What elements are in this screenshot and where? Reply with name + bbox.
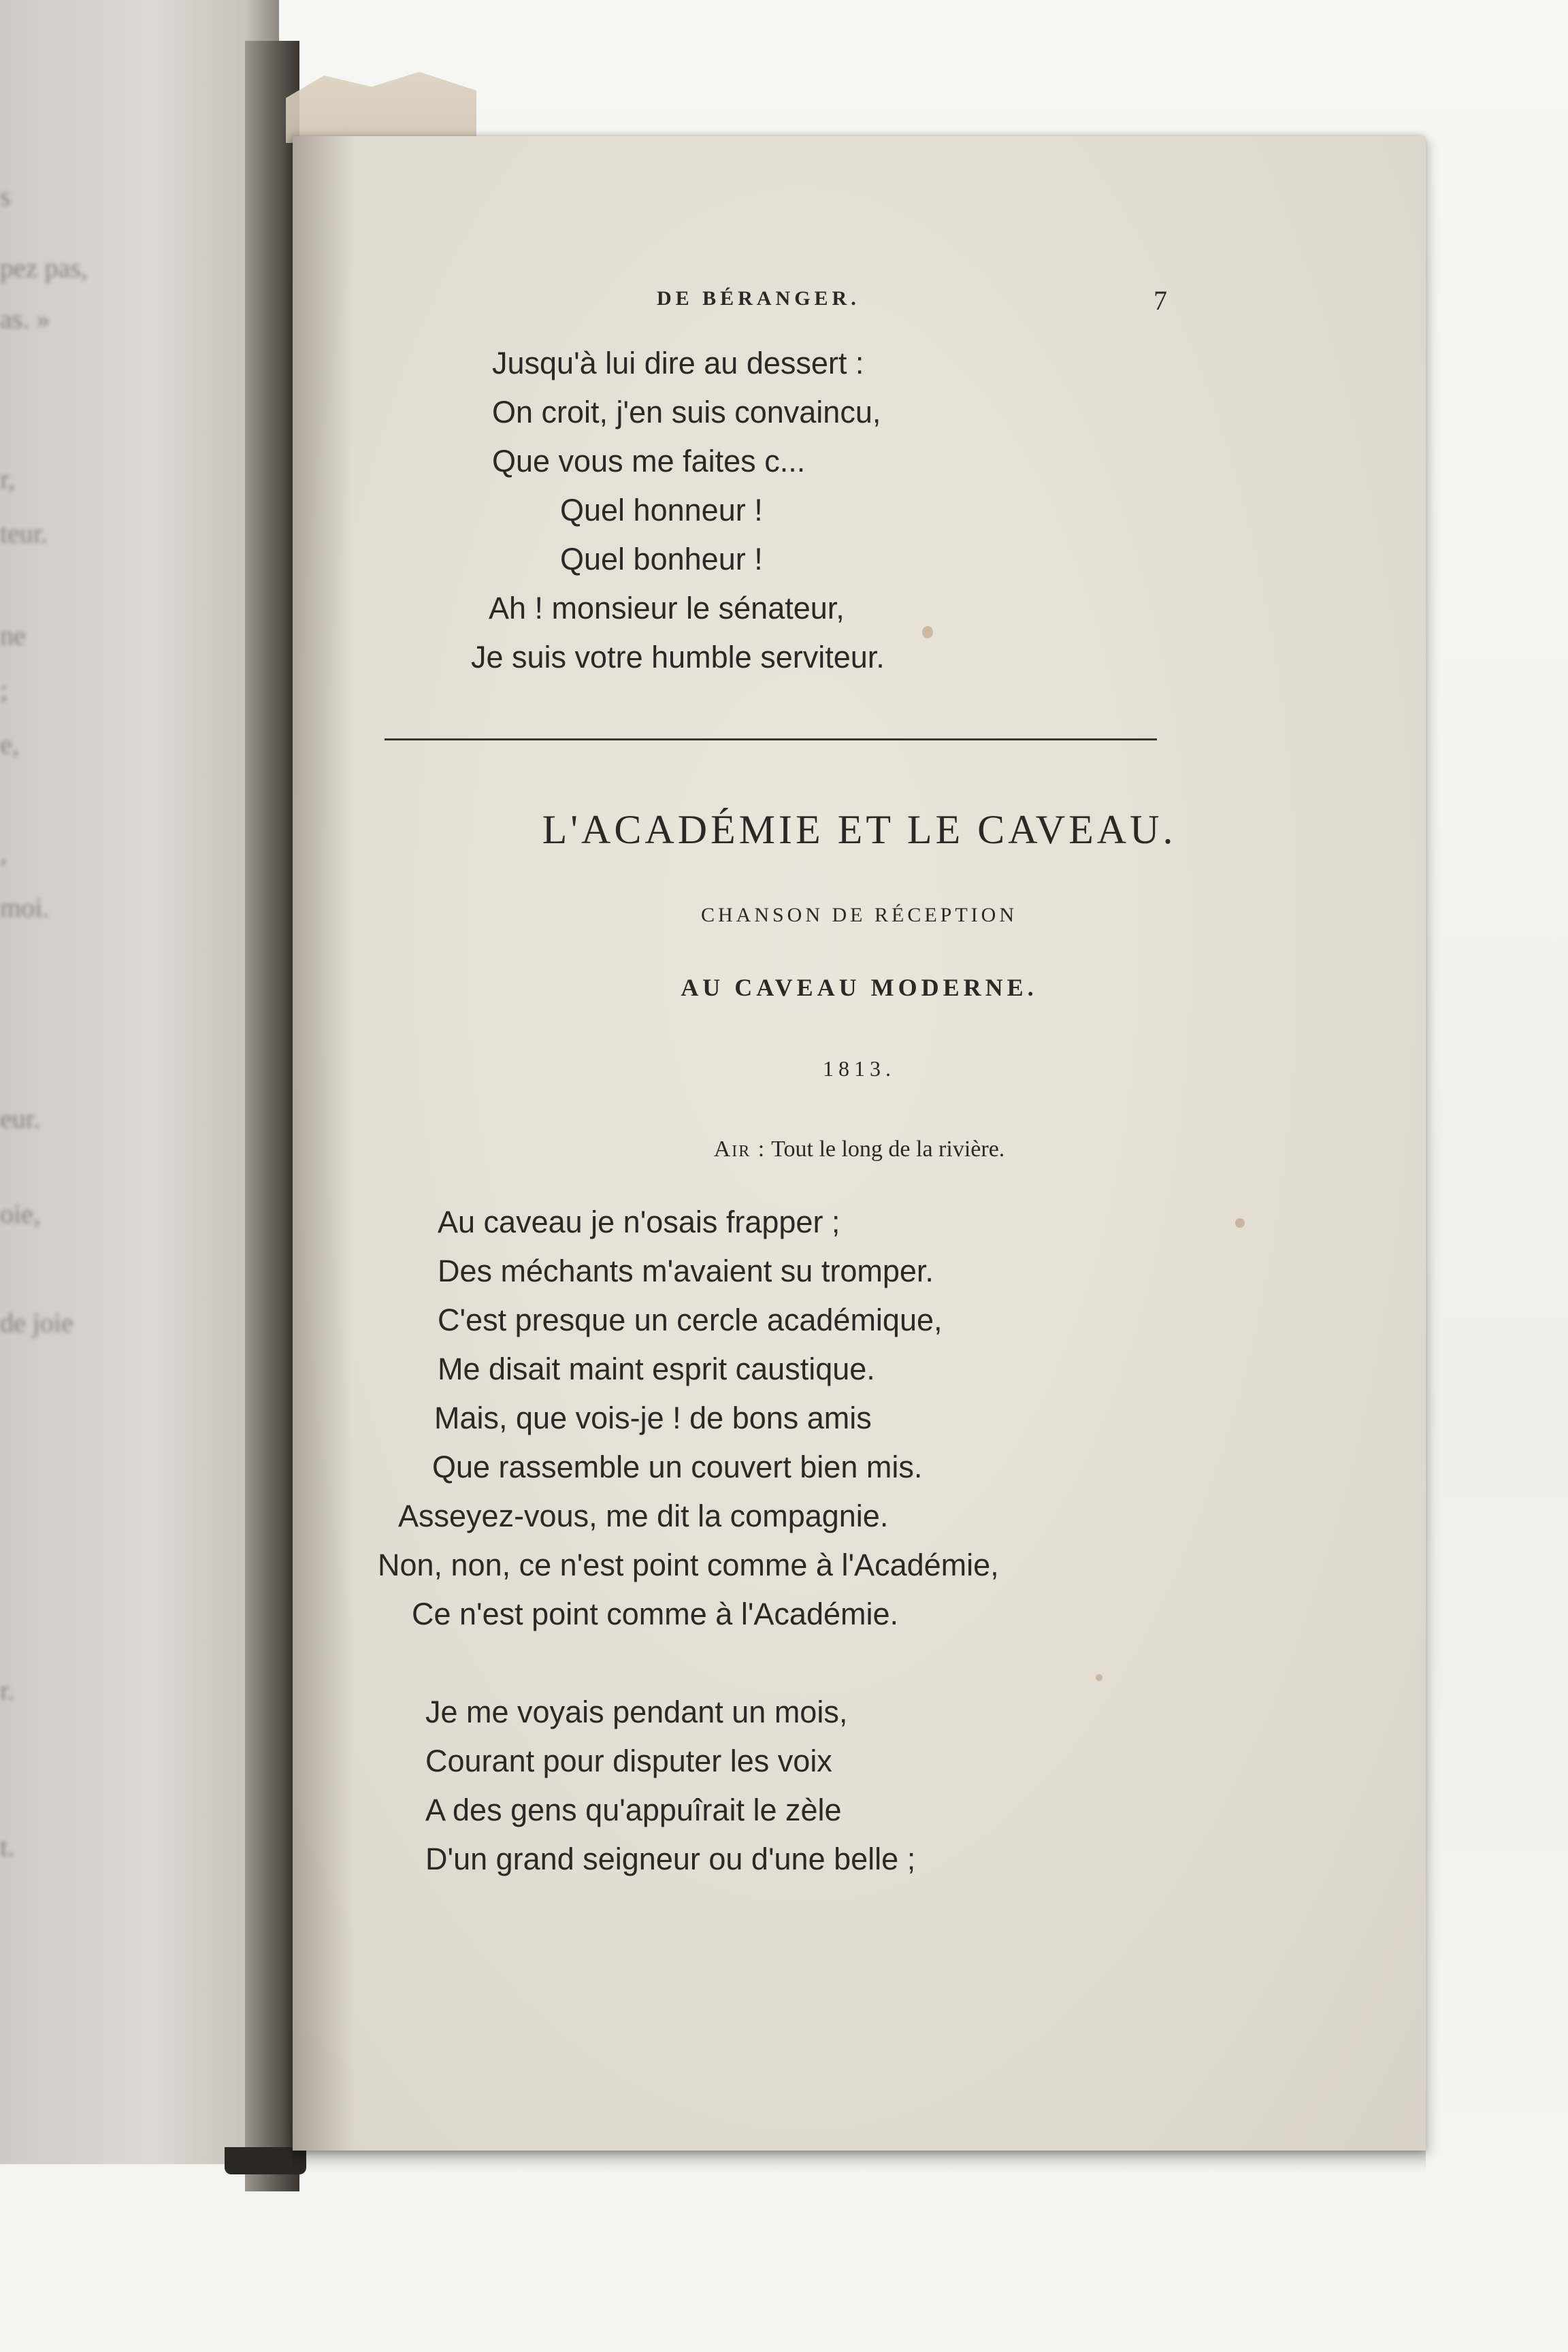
left-page-fragment: ne <box>0 620 26 651</box>
left-page-fragment: pez pas, <box>0 252 88 283</box>
verse-line: Je me voyais pendant un mois, <box>425 1695 848 1729</box>
page-bottom-shadow <box>293 2151 1426 2171</box>
verse-line: Des méchants m'avaient su tromper. <box>438 1254 934 1288</box>
verse-line: Courant pour disputer les voix <box>425 1744 832 1778</box>
book-page <box>293 136 1426 2151</box>
running-head: DE BÉRANGER. <box>657 287 860 310</box>
verse-line: On croit, j'en suis convaincu, <box>492 395 881 429</box>
air-label: Air : <box>713 1137 766 1162</box>
foxing-spot <box>1096 1674 1102 1681</box>
air-tune: Tout le long de la rivière. <box>771 1137 1005 1162</box>
book-binding-gutter <box>245 41 299 2191</box>
left-page-fragment: moi. <box>0 892 50 923</box>
foxing-spot <box>1235 1218 1245 1228</box>
left-facing-page <box>0 0 279 2164</box>
verse-line: Que rassemble un couvert bien mis. <box>432 1450 923 1484</box>
verse-line: Au caveau je n'osais frapper ; <box>438 1205 840 1239</box>
left-page-fragment: s <box>0 181 11 212</box>
verse-line: A des gens qu'appuîrait le zèle <box>425 1793 842 1827</box>
page-number: 7 <box>1154 285 1167 316</box>
verse-line: Jusqu'à lui dire au dessert : <box>492 346 864 380</box>
verse-line: Ce n'est point comme à l'Académie. <box>412 1597 899 1631</box>
left-page-fragment: , <box>0 838 7 868</box>
left-page-fragment: r, <box>0 463 15 494</box>
verse-line: Me disait maint esprit caustique. <box>438 1352 875 1386</box>
section-divider-rule <box>385 738 1157 740</box>
foxing-spot <box>922 626 933 638</box>
verse-line: Mais, que vois-je ! de bons amis <box>434 1401 872 1435</box>
left-page-fragment: ; <box>0 674 8 705</box>
verse-line: Ah ! monsieur le sénateur, <box>489 591 845 625</box>
left-page-fragment: oie, <box>0 1198 40 1229</box>
left-page-fragment: eur. <box>0 1103 40 1134</box>
song-subtitle-venue: AU CAVEAU MODERNE. <box>681 974 1038 1001</box>
verse-line: Quel bonheur ! <box>560 542 763 576</box>
left-page-fragment: as. » <box>0 304 50 334</box>
verse-line: Non, non, ce n'est point comme à l'Académie, <box>378 1548 999 1582</box>
left-page-fragment: e, <box>0 729 19 760</box>
left-page-fragment: r. <box>0 1675 15 1705</box>
air-indication <box>293 1137 1426 1162</box>
verse-line: Asseyez-vous, me dit la compagnie. <box>398 1499 889 1533</box>
left-page-fragment: de joie <box>0 1307 74 1338</box>
left-page-fragment: teur. <box>0 518 48 549</box>
song-title: L'ACADÉMIE ET LE CAVEAU. <box>542 807 1177 852</box>
verse-line: Je suis votre humble serviteur. <box>471 640 885 674</box>
song-subtitle: CHANSON DE RÉCEPTION <box>700 904 1017 926</box>
verse-line: C'est presque un cercle académique, <box>438 1303 943 1337</box>
verse-line: Que vous me faites c... <box>492 444 806 478</box>
verse-line: D'un grand seigneur ou d'une belle ; <box>425 1842 916 1876</box>
left-page-fragment: t. <box>0 1831 15 1862</box>
verse-line: Quel honneur ! <box>560 493 763 527</box>
song-year: 1813. <box>823 1056 896 1081</box>
